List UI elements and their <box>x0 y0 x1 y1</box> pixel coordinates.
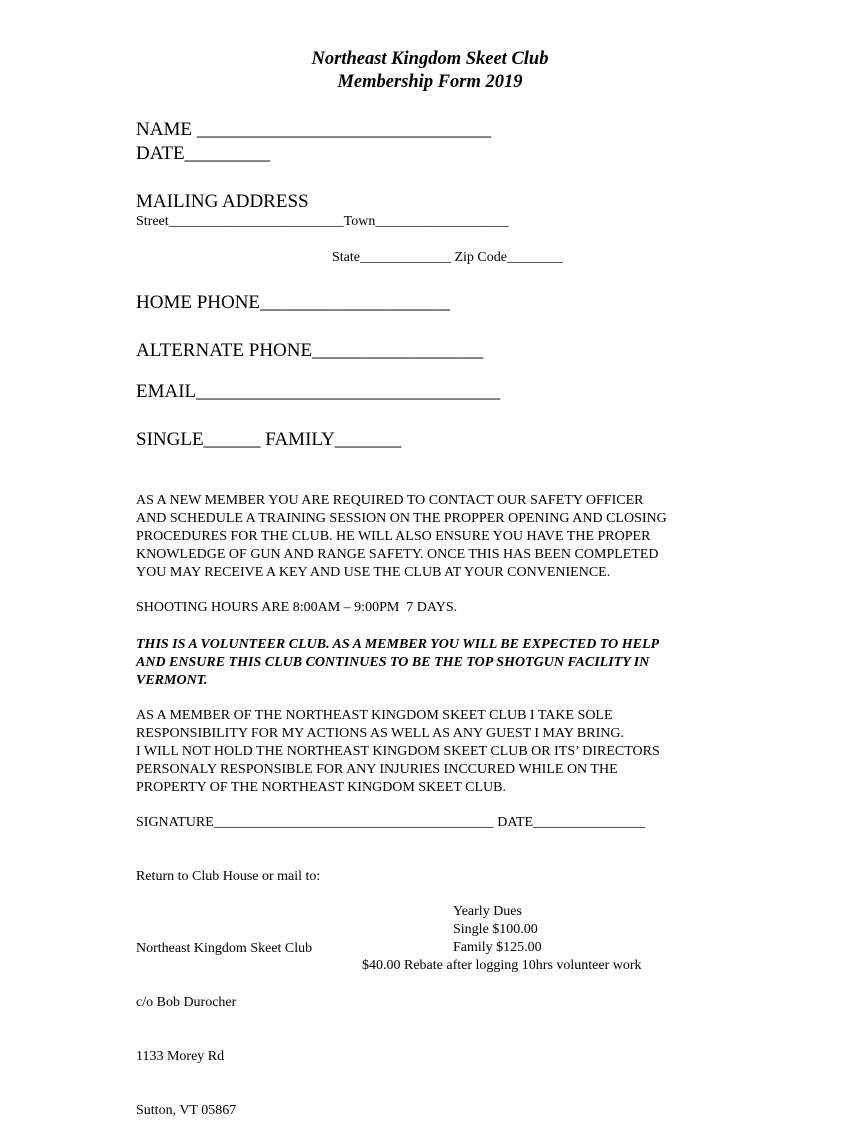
responsibility-paragraph <box>136 707 736 797</box>
alternate-phone-field: ALTERNATE PHONE__________________ <box>136 340 484 361</box>
form-subtitle: Membership Form 2019 <box>337 72 523 92</box>
dues-single: Single $100.00 <box>453 922 538 937</box>
paragraph-line: AS A NEW MEMBER YOU ARE REQUIRED TO CONTACT OUR SAFETY OFFICER <box>136 493 644 508</box>
address-line: Northeast Kingdom Skeet Club <box>136 941 313 956</box>
state-zip-field: State_____________ Zip Code________ <box>332 250 563 265</box>
volunteer-paragraph <box>136 636 736 690</box>
address-line: c/o Bob Durocher <box>136 995 237 1010</box>
dues-rebate: $40.00 Rebate after logging 10hrs volunteer work <box>362 958 642 973</box>
email-field: EMAIL________________________________ <box>136 381 501 402</box>
paragraph-line: AND ENSURE THIS CLUB CONTINUES TO BE THE TOP SHOTGUN FACILITY IN <box>136 655 650 670</box>
address-line: 1133 Morey Rd <box>136 1049 225 1064</box>
paragraph-line: AND SCHEDULE A TRAINING SESSION ON THE PROPPER OPENING AND CLOSING <box>136 511 667 526</box>
paragraph-line: VERMONT. <box>136 673 208 688</box>
form-title: Northeast Kingdom Skeet Club <box>311 49 549 69</box>
new-member-paragraph <box>136 492 736 582</box>
mailing-address-heading: MAILING ADDRESS <box>136 191 309 212</box>
address-line: Sutton, VT 05867 <box>136 1103 237 1118</box>
paragraph-line: THIS IS A VOLUNTEER CLUB. AS A MEMBER YOU WILL BE EXPECTED TO HELP <box>136 637 660 652</box>
street-town-field: Street_________________________Town___________________ <box>136 214 509 229</box>
paragraph-line: YOU MAY RECEIVE A KEY AND USE THE CLUB AT YOUR CONVENIENCE. <box>136 565 611 580</box>
home-phone-field: HOME PHONE____________________ <box>136 292 451 313</box>
dues-family: Family $125.00 <box>453 940 542 955</box>
shooting-hours: SHOOTING HOURS ARE 8:00AM – 9:00PM 7 DAYS. <box>136 600 458 615</box>
signature-line: SIGNATURE________________________________________ DATE________________ <box>136 815 646 830</box>
date-field: DATE_________ <box>136 143 271 164</box>
paragraph-line: I WILL NOT HOLD THE NORTHEAST KINGDOM SKEET CLUB OR ITS’ DIRECTORS <box>136 744 660 759</box>
return-instructions: Return to Club House or mail to: <box>136 869 321 884</box>
membership-type-field: SINGLE______ FAMILY_______ <box>136 429 402 450</box>
club-address <box>136 904 312 1138</box>
paragraph-line: RESPONSIBILITY FOR MY ACTIONS AS WELL AS ANY GUEST I MAY BRING. <box>136 726 624 741</box>
name-field: NAME _______________________________ <box>136 119 492 140</box>
paragraph-line: AS A MEMBER OF THE NORTHEAST KINGDOM SKEET CLUB I TAKE SOLE <box>136 708 613 723</box>
paragraph-line: PROCEDURES FOR THE CLUB. HE WILL ALSO ENSURE YOU HAVE THE PROPER <box>136 529 651 544</box>
paragraph-line: KNOWLEDGE OF GUN AND RANGE SAFETY. ONCE THIS HAS BEEN COMPLETED <box>136 547 659 562</box>
paragraph-line: PERSONALY RESPONSIBLE FOR ANY INJURIES INCCURED WHILE ON THE <box>136 762 618 777</box>
paragraph-line: PROPERTY OF THE NORTHEAST KINGDOM SKEET CLUB. <box>136 780 506 795</box>
dues-heading: Yearly Dues <box>453 904 522 919</box>
